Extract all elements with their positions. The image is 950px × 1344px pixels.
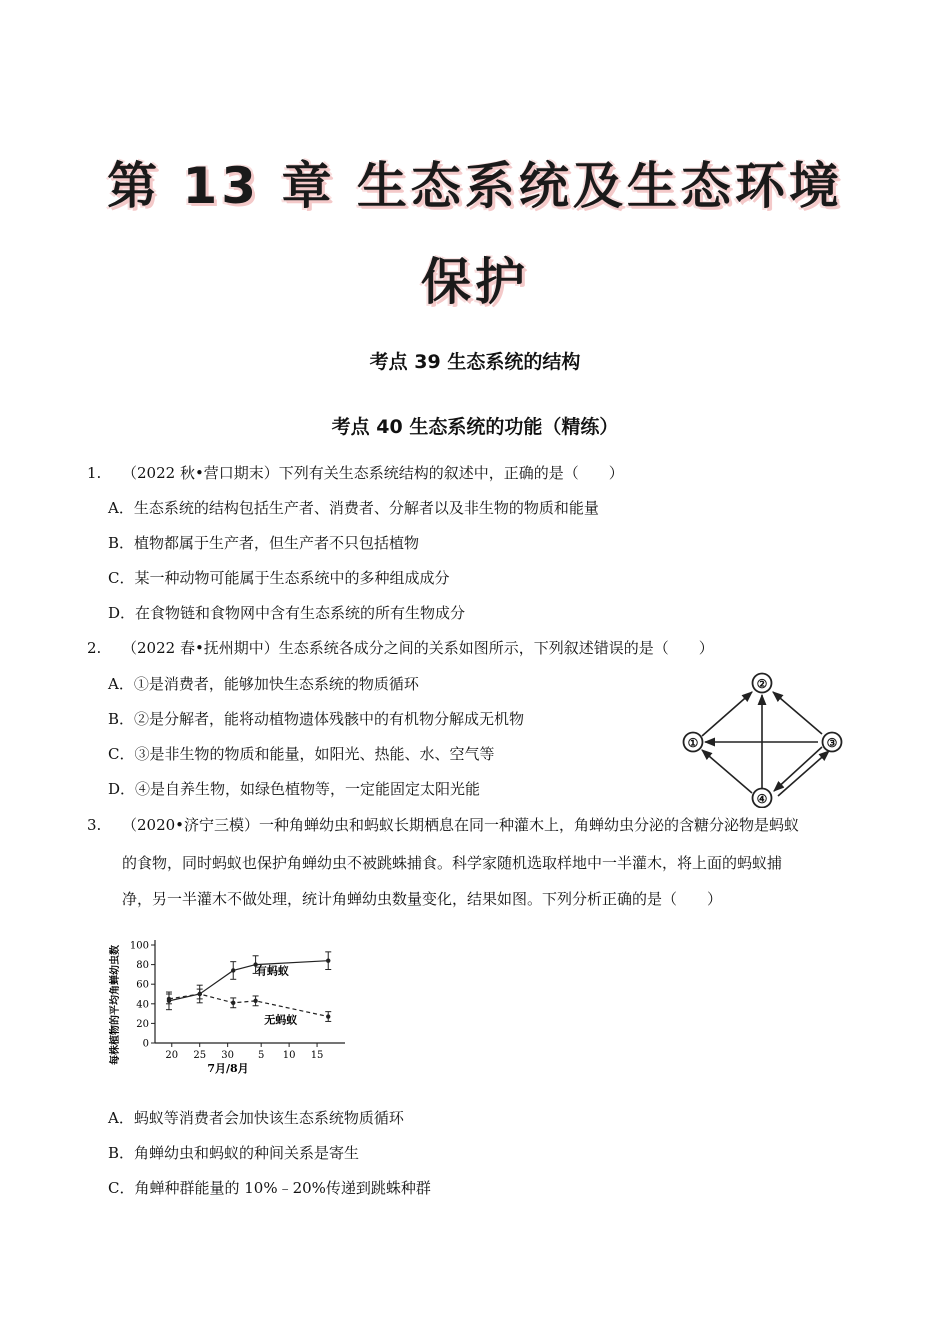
question-3-stem-line-2: 的食物，同时蚂蚁也保护角蝉幼虫不被跳蛛捕食。科学家随机选取样地中一半灌木，将上面的蚂蚁捕 [122,854,783,872]
question-2-stem: （2022 春•抚州期中）生态系统各成分之间的关系如图所示，下列叙述错误的是（ ） [122,639,714,657]
series-label: 有蚂蚁 [255,964,289,978]
subtitle-topic-40: 考点 40 生态系统的功能（精练） [331,416,619,438]
question-2-option-b: B．②是分解者，能将动植物遗体残骸中的有机物分解成无机物 [108,710,525,728]
data-point [198,992,202,996]
data-point [231,968,235,972]
arrow-1-to-2 [702,692,752,736]
question-3-stem-line-3: 净，另一半灌木不做处理，统计角蝉幼虫数量变化，结果如图。下列分析正确的是（ ） [122,890,723,908]
x-tick-label: 5 [257,1050,265,1061]
data-point [231,1001,235,1005]
question-1-option-a: A．生态系统的结构包括生产者、消费者、分解者以及非生物的物质和能量 [108,499,599,517]
data-point [167,997,171,1001]
question-2-number: 2. [87,639,102,657]
y-tick-label: 0 [142,1038,149,1050]
y-tick-label: 40 [136,999,149,1011]
question-1-option-b: B．植物都属于生产者，但生产者不只包括植物 [108,534,420,552]
node-1-label: ① [687,736,699,750]
question-2-option-a: A．①是消费者，能够加快生态系统的物质循环 [108,675,419,693]
question-3-stem-line-1: （2020•济宁三模）一种角蝉幼虫和蚂蚁长期栖息在同一种灌木上，角蝉幼虫分泌的含糖分泌物是蚂蚁 [122,816,800,834]
chapter-title-continued: 保护 [421,253,529,311]
arrow-4-to-1 [702,750,752,793]
subtitle-topic-39: 考点 39 生态系统的结构 [369,351,581,373]
arrow-3-to-2 [773,692,822,734]
question-1-number: 1. [87,464,102,482]
x-tick-label: 30 [221,1050,235,1061]
arrow-3-to-4 [774,747,822,791]
series-line-2 [169,994,328,1017]
series-label: 无蚂蚁 [264,1013,298,1027]
y-tick-label: 60 [136,979,149,991]
ecosystem-relationship-diagram [672,668,852,808]
nymph-count-chart [100,920,360,1085]
x-axis-label: 7月/8月 [207,1062,249,1075]
x-tick-label: 10 [282,1050,296,1061]
question-1-option-c: C．某一种动物可能属于生态系统中的多种组成成分 [108,569,450,587]
y-axis-label: 每株植物的平均角蝉幼虫数 [110,945,121,1065]
question-3-option-b: B．角蝉幼虫和蚂蚁的种间关系是寄生 [108,1144,360,1162]
data-point [326,1014,330,1018]
arrow-4-to-3 [778,751,829,796]
question-3-number: 3. [87,816,102,834]
y-tick-label: 100 [129,940,149,952]
node-4-label: ④ [756,792,768,806]
question-1-stem: （2022 秋•营口期末）下列有关生态系统结构的叙述中，正确的是（ ） [122,464,624,482]
y-tick-label: 80 [136,960,149,972]
question-1-option-d: D．在食物链和食物网中含有生态系统的所有生物成分 [108,604,466,622]
chapter-title: 第 13 章 生态系统及生态环境 [107,157,843,215]
x-tick-label: 25 [193,1050,207,1061]
node-2-label: ② [756,677,768,691]
question-3-option-a: A．蚂蚁等消费者会加快该生态系统物质循环 [108,1109,404,1127]
data-point [253,999,257,1003]
x-tick-label: 20 [165,1050,179,1061]
question-3-option-c: C．角蝉种群能量的 10%﹣20%传递到跳蛛种群 [108,1179,431,1197]
x-tick-label: 15 [310,1050,324,1061]
question-2-option-d: D．④是自养生物，如绿色植物等，一定能固定太阳光能 [108,780,481,798]
y-tick-label: 20 [136,1018,149,1030]
question-2-option-c: C．③是非生物的物质和能量，如阳光、热能、水、空气等 [108,745,495,763]
node-3-label: ③ [826,736,838,750]
data-point [326,958,330,962]
